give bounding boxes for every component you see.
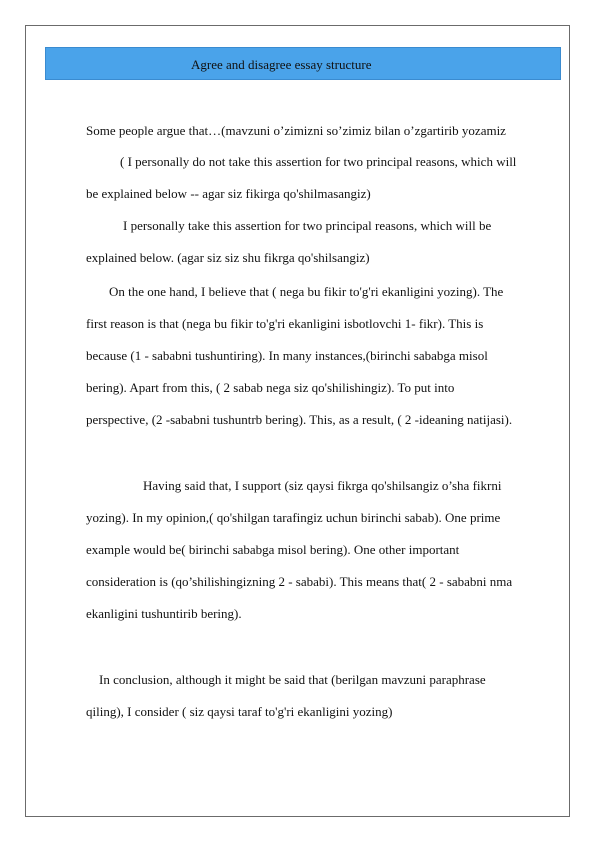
agree-line-2: explained below. (agar siz siz shu fikrga qo'shilsangiz) — [86, 250, 370, 265]
body1-line-1: On the one hand, I believe that ( nega bu fikir to'g'ri ekanligini yozing). The — [109, 284, 504, 299]
intro-line-1: Some people argue that…(mavzuni o’zimizni so’zimiz bilan o’zgartirib yozamiz — [86, 123, 506, 138]
body2-line-1: Having said that, I support (siz qaysi fikrga qo'shilsangiz o’sha fikrni — [143, 478, 502, 493]
page-title: Agree and disagree essay structure — [191, 57, 372, 72]
body2-line-4: consideration is (qo’shilishingizning 2 - sababi). This means that( 2 - sababni nma — [86, 574, 513, 589]
conclusion-line-2: qiling), I consider ( siz qaysi taraf to'g'ri ekanligini yozing) — [86, 704, 393, 719]
disagree-line-1: ( I personally do not take this assertion for two principal reasons, which will — [120, 154, 517, 169]
body2-line-5: ekanligini tushuntirib bering). — [86, 606, 242, 621]
body1-line-4: bering). Apart from this, ( 2 sabab nega siz qo'shilishingiz). To put into — [86, 380, 455, 395]
title-banner — [45, 47, 561, 80]
body1-line-3: because (1 - sababni tushuntiring). In many instances,(birinchi sababga misol — [86, 348, 488, 363]
body2-line-3: example would be( birinchi sababga misol bering). One other important — [86, 542, 460, 557]
conclusion-line-1: In conclusion, although it might be said that (berilgan mavzuni paraphrase — [99, 672, 486, 687]
body1-line-2: first reason is that (nega bu fikir to'g'ri ekanligini isbotlovchi 1- fikr). This is — [86, 316, 484, 331]
agree-line-1: I personally take this assertion for two principal reasons, which will be — [123, 218, 492, 233]
body1-line-5: perspective, (2 -sababni tushuntrb bering). This, as a result, ( 2 -ideaning natijasi). — [86, 412, 513, 427]
body2-line-2: yozing). In my opinion,( qo'shilgan tarafingiz uchun birinchi sabab). One prime — [86, 510, 501, 525]
disagree-line-2: be explained below -- agar siz fikirga qo'shilmasangiz) — [86, 186, 371, 201]
